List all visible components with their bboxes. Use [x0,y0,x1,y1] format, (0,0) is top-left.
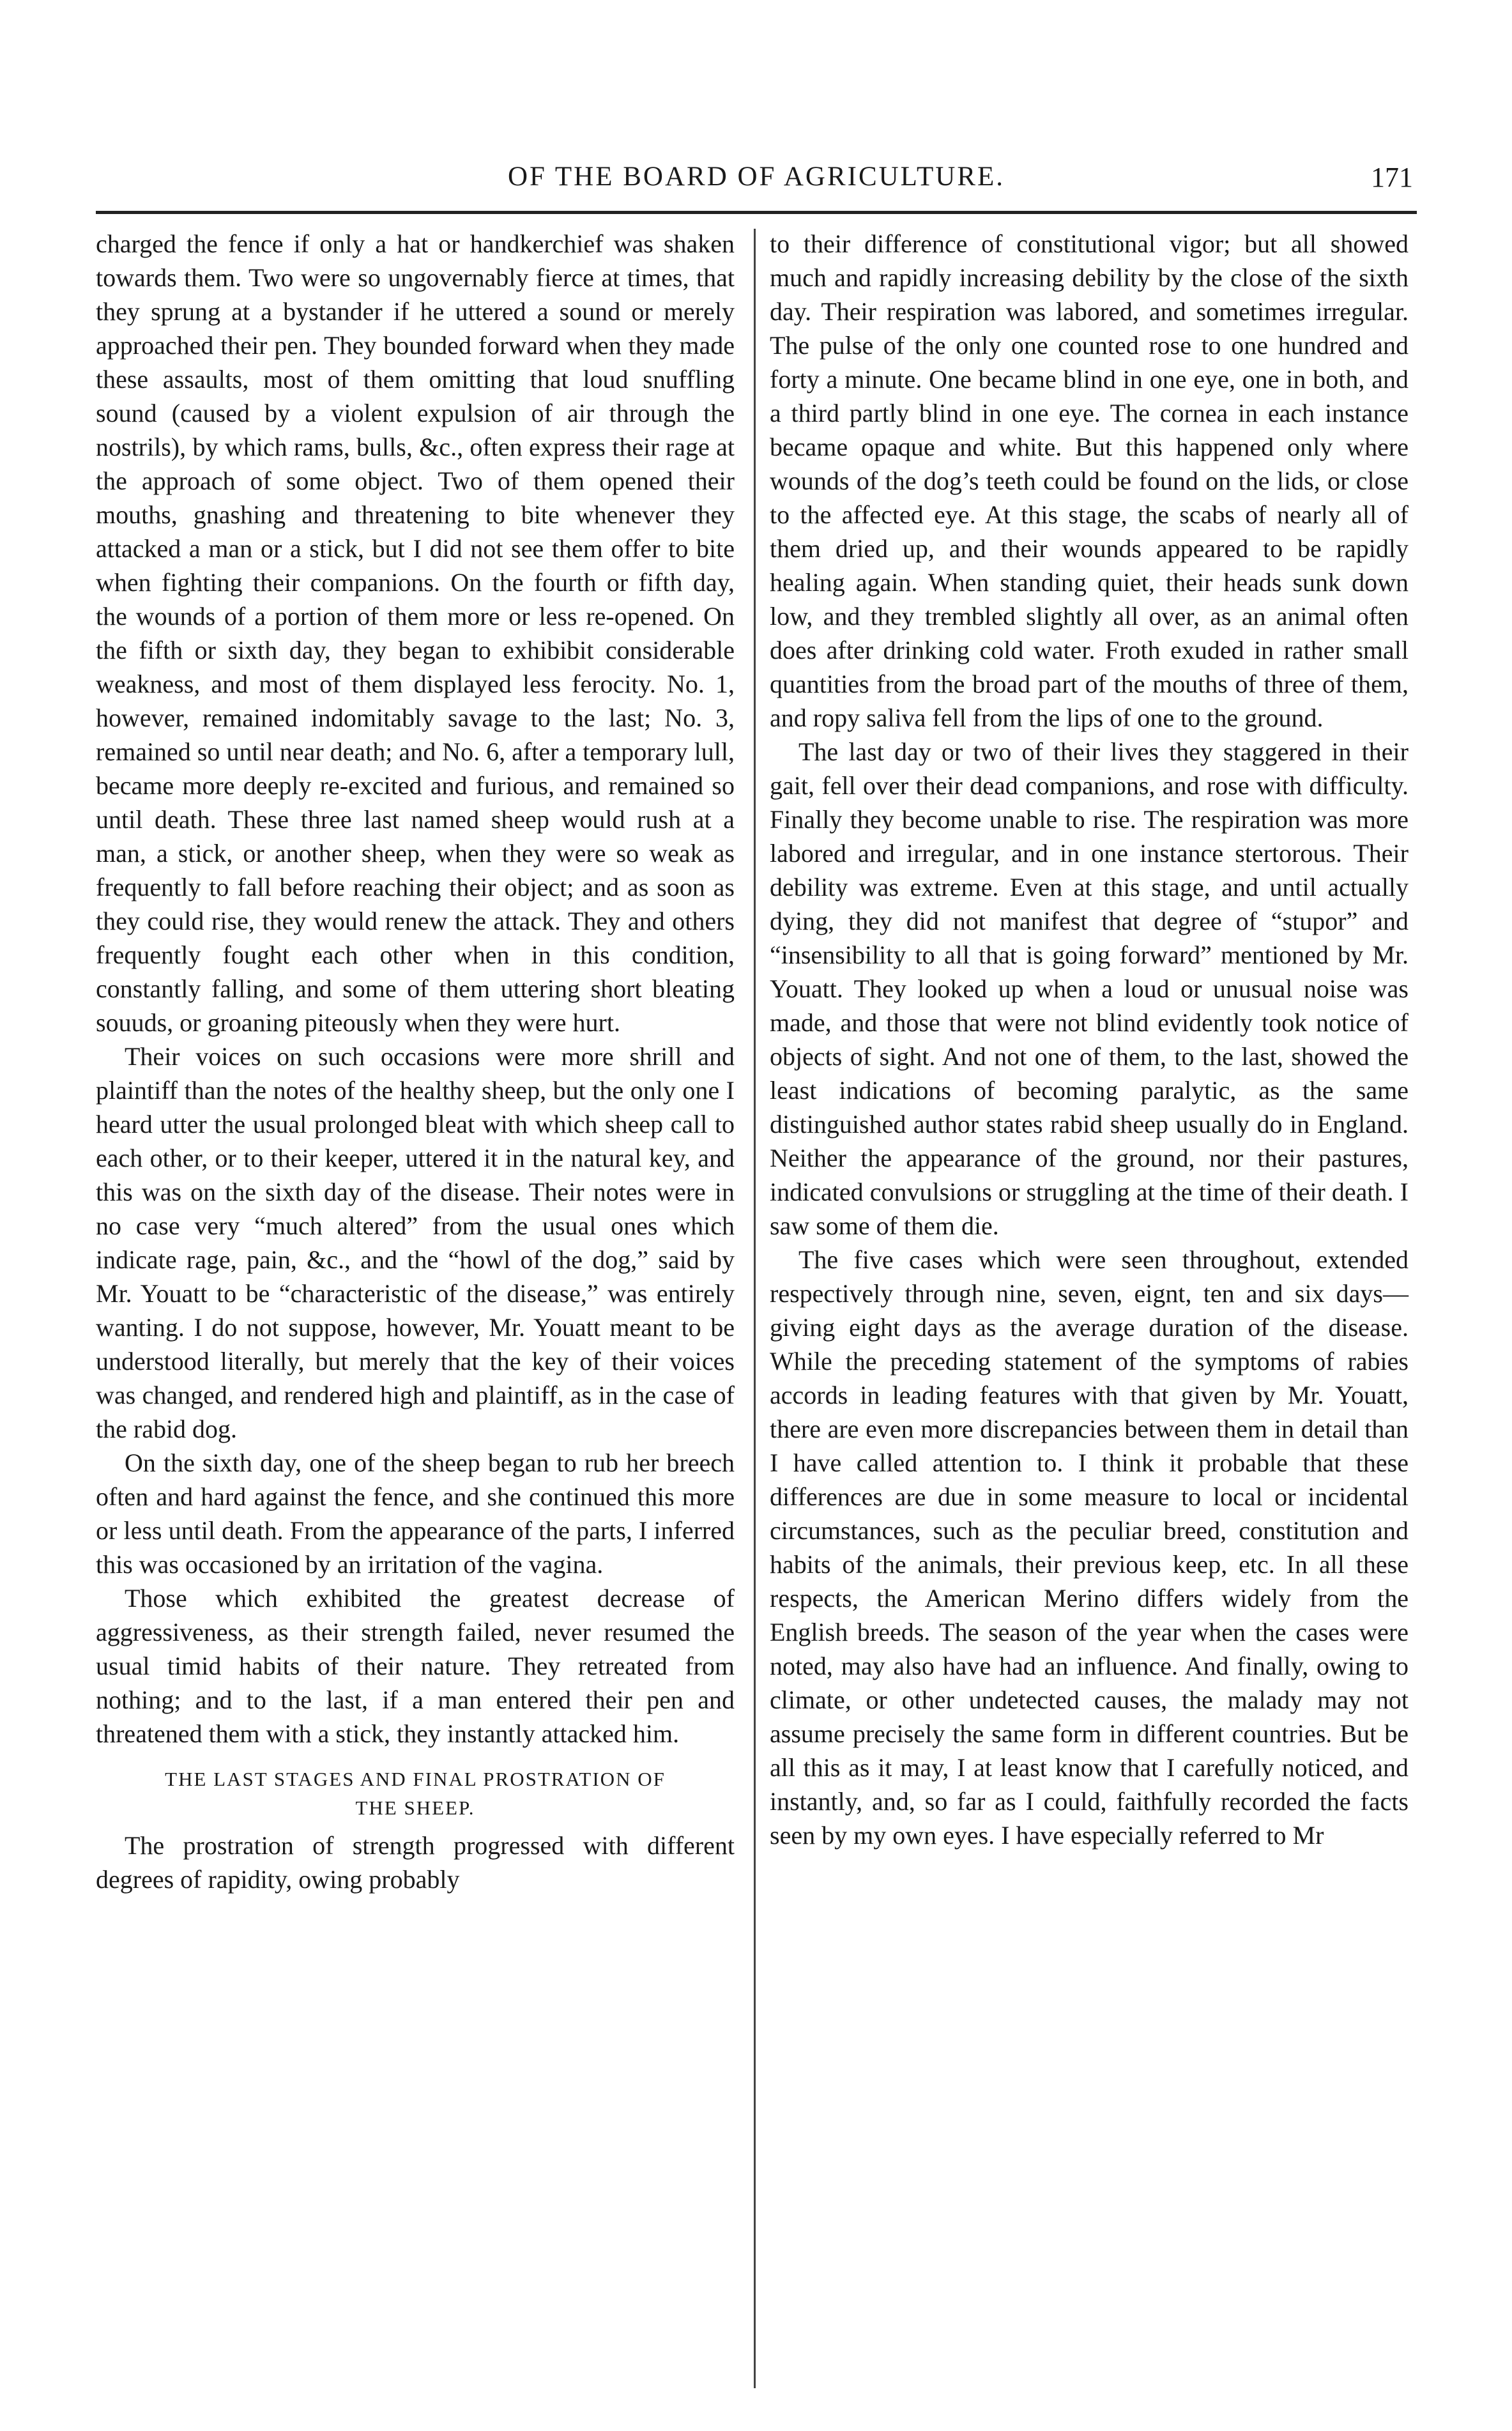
running-title: OF THE BOARD OF AGRICULTURE. [507,162,1005,192]
header-rule [96,211,1417,214]
paragraph: On the sixth day, one of the sheep began to rub her breech often and hard against the fence, and she continued this more or less until death. From the appearance of the parts, I inferred this was occasioned by an irritation of the vagina. [96,1448,735,1579]
paragraph: Those which exhibited the greatest decrease of aggressiveness, as their strength failed, never resumed the usual timid habits of their nature. They retreated from nothing; and to the last, if a man entered their pen and threatened them with a stick, they instantly attacked him. [96,1584,735,1748]
section-heading-line: THE LAST STAGES AND FINAL PROSTRATION OF [165,1768,666,1790]
paragraph: to their difference of constitutional vigor; but all showed much and rapidly increasing debility by the close of the sixth day. Their respiration was labored, and sometimes irregular. The pulse of the only one counted rose to one hundred and forty a minute. One became blind in one eye, one in both, and a third partly blind in one eye. The cornea in each instance became opaque and white. But this happened only where wounds of the dog’s teeth could be found on the lids, or close to the affected eye. At this stage, the scabs of nearly all of them dried up, and their wounds appeared to be rapidly healing again. When standing quiet, their heads sunk down low, and they trembled slightly all over, as an animal often does after drinking cold water. Froth exuded in rather small quantities from the broad part of the mouths of three of them, and ropy saliva fell from the lips of one to the ground. [770,229,1409,732]
page-number: 171 [1371,162,1413,193]
right-column [770,227,1409,1852]
paragraph: The five cases which were seen throughout, extended respectively through nine, seven, eignt, ten and six days—giving eight days as the average duration of the disease. While the preceding statement of the symptoms of rabies accords in leading features with that given by Mr. Youatt, there are even more discrepancies between them in detail than I have called attention to. I think it probable that these differences are due in some measure to local or incidental circumstances, such as the peculiar breed, constitution and habits of the animals, their previous keep, etc. In all these respects, the American Merino differs widely from the English breeds. The season of the year when the cases were noted, may also have had an influence. And finally, owing to climate, or other undetected causes, the malady may not assume precisely the same form in different countries. But be all this as it may, I at least know that I carefully noticed, and instantly, and, so far as I could, faithfully recorded the facts seen by my own eyes. I have especially referred to Mr [770,1245,1409,1850]
paragraph: The prostration of strength progressed with different degrees of rapidity, owing probably [96,1831,735,1894]
section-heading-line: THE SHEEP. [355,1797,475,1819]
section-heading [96,1765,735,1822]
paragraph: Their voices on such occasions were more shrill and plaintiff than the notes of the healthy sheep, but the only one I heard utter the usual prolonged bleat with which sheep call to each other, or to their keeper, uttered it in the natural key, and this was on the sixth day of the disease. Their notes were in no case very “much altered” from the usual ones which indicate rage, pain, &c., and the “howl of the dog,” said by Mr. Youatt to be “characteristic of the disease,” was entirely wanting. I do not suppose, however, Mr. Youatt meant to be understood literally, but merely that the key of their voices was changed, and rendered high and plaintiff, as in the case of the rabid dog. [96,1042,735,1443]
column-divider [754,229,756,2388]
paragraph: The last day or two of their lives they staggered in their gait, fell over their dead companions, and rose with difficulty. Finally they become unable to rise. The respiration was more labored and irregular, and in one instance stertorous. Their debility was extreme. Even at this stage, and until actually dying, they did not manifest that degree of “stupor” and “insensibility to all that is going forward” mentioned by Mr. Youatt. They looked up when a loud or unusual noise was made, and those that were not blind evidently took notice of objects of sight. And not one of them, to the last, showed the least indications of becoming paralytic, as the same distinguished author states rabid sheep usually do in England. Neither the appearance of the ground, nor their pastures, indicated convulsions or struggling at the time of their death. I saw some of them die. [770,737,1409,1240]
left-column [96,227,735,1896]
paragraph: charged the fence if only a hat or handkerchief was shaken towards them. Two were so ungovernably fierce at times, that they sprung at a bystander if he uttered a sound or merely approached their pen. They bounded forward when they made these assaults, most of them omitting that loud snuffling sound (caused by a violent expulsion of air through the nostrils), by which rams, bulls, &c., often express their rage at the approach of some object. Two of them opened their mouths, gnashing and threatening to bite whenever they attacked a man or a stick, but I did not see them offer to bite when fighting their companions. On the fourth or fifth day, the wounds of a portion of them more or less re-opened. On the fifth or sixth day, they began to exhibibit considerable weakness, and most of them displayed less ferocity. No. 1, however, remained indomitably savage to the last; No. 3, remained so until near death; and No. 6, after a temporary lull, became more deeply re-excited and furious, and remained so until death. These three last named sheep would rush at a man, a stick, or another sheep, when they were so weak as frequently to fall before reaching their object; and as soon as they could rise, they would renew the attack. They and others frequently fought each other when in this condition, constantly falling, and some of them uttering short bleating souuds, or groaning piteously when they were hurt. [96,229,735,1037]
